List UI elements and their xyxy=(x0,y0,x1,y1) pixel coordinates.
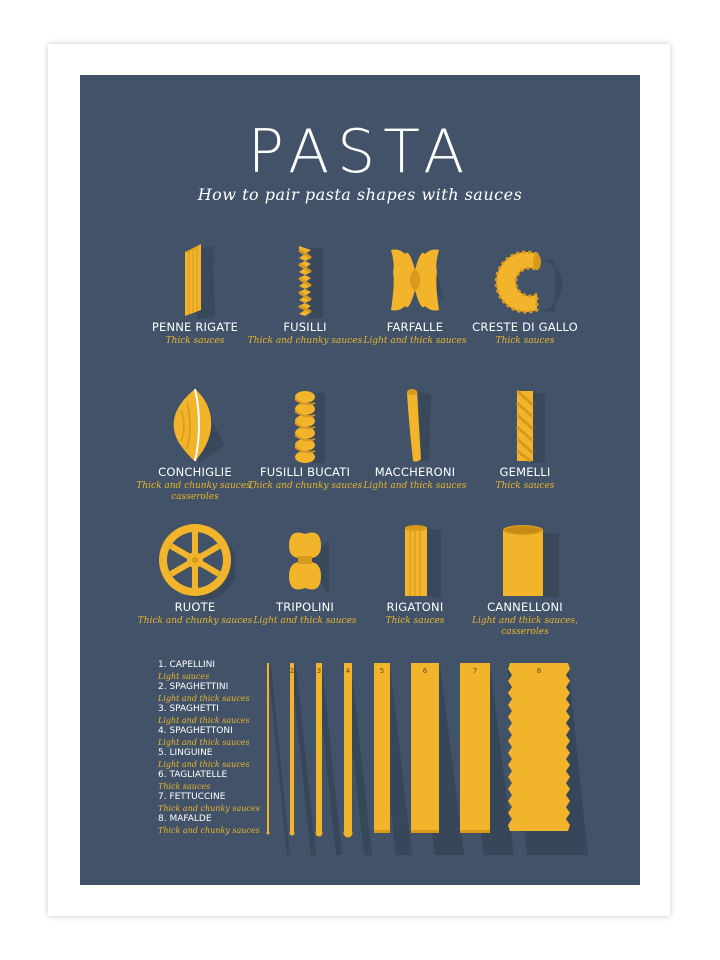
long-pasta-name: 1. CAPELLINI xyxy=(158,660,216,670)
shape-name: CANNELLONI xyxy=(487,600,563,614)
spaghettoni-strand xyxy=(344,663,353,838)
long-pasta-sauce: Thick sauces xyxy=(158,782,211,791)
long-pasta-sauce: Thick and chunky sauces xyxy=(158,826,260,835)
shape-name: RIGATONI xyxy=(386,600,444,614)
long-pasta-name: 5. LINGUINE xyxy=(158,748,213,758)
long-pasta-sauce: Light sauces xyxy=(158,672,210,681)
shape-sauce: Thick sauces xyxy=(495,336,555,346)
shape-name: FUSILLI BUCATI xyxy=(259,465,351,479)
shape-sauce: Thick and chunky sauces xyxy=(137,616,253,626)
capellini-strand xyxy=(267,663,270,835)
strand-number: 2 xyxy=(289,667,295,675)
shape-sauce: Light and thick sauces xyxy=(363,481,467,491)
long-pasta-sauce: Light and thick sauces xyxy=(158,760,250,769)
shape-sauce: Thick sauces xyxy=(495,481,555,491)
shape-sauce: Light and thick sauces xyxy=(363,336,467,346)
shape-name: CRESTE DI GALLO xyxy=(472,320,578,334)
shape-name: GEMELLI xyxy=(499,465,551,479)
poster-title: PASTA xyxy=(247,117,473,187)
long-pasta-sauce: Light and thick sauces xyxy=(158,738,250,747)
spaghetti-strand xyxy=(316,663,323,837)
long-pasta-sauce: Thick and chunky sauces xyxy=(158,804,260,813)
shape-sauce: Thick and chunky sauces xyxy=(247,336,363,346)
shape-name: CONCHIGLIE xyxy=(158,465,232,479)
shape-sauce: Thick and chunky sauces xyxy=(247,481,363,491)
shape-sauce: Thick and chunky sauces, casseroles xyxy=(136,481,254,502)
shape-sauce: Thick sauces xyxy=(165,336,225,346)
shape-sauce: Light and thick sauces xyxy=(253,616,357,626)
long-pasta-name: 7. FETTUCCINE xyxy=(158,792,226,802)
strand-number: 5 xyxy=(379,667,385,675)
linguine-strand xyxy=(374,663,390,833)
poster-subtitle: How to pair pasta shapes with sauces xyxy=(197,185,523,204)
long-pasta-name: 2. SPAGHETTINI xyxy=(158,682,229,692)
tagliatelle-strand xyxy=(411,663,439,833)
shape-name: MACCHERONI xyxy=(374,465,456,479)
shape-name: FARFALLE xyxy=(386,320,444,334)
fettuccine-strand xyxy=(460,663,490,833)
strand-number: 7 xyxy=(472,667,478,675)
strand-number: 8 xyxy=(536,667,542,675)
shape-name: FUSILLI xyxy=(283,320,327,334)
strand-number: 3 xyxy=(316,667,322,675)
spaghettini-strand xyxy=(290,663,295,836)
pasta-poster xyxy=(80,75,640,885)
long-pasta-name: 6. TAGLIATELLE xyxy=(158,770,228,780)
shape-name: PENNE RIGATE xyxy=(151,320,239,334)
shape-name: RUOTE xyxy=(174,600,216,614)
mafalde-strand xyxy=(508,663,570,831)
strand-number: 6 xyxy=(422,667,428,675)
shape-sauce: Thick sauces xyxy=(385,616,445,626)
long-pasta-sauce: Light and thick sauces xyxy=(158,694,250,703)
strand-number: 4 xyxy=(345,667,351,675)
long-pasta-name: 4. SPAGHETTONI xyxy=(158,726,233,736)
long-pasta-name: 3. SPAGHETTI xyxy=(158,704,219,714)
shape-sauce: Light and thick sauces, casseroles xyxy=(472,616,578,637)
long-pasta-name: 8. MAFALDE xyxy=(158,814,212,824)
shape-name: TRIPOLINI xyxy=(276,600,334,614)
long-pasta-sauce: Light and thick sauces xyxy=(158,716,250,725)
long-pasta-strands xyxy=(80,75,640,885)
